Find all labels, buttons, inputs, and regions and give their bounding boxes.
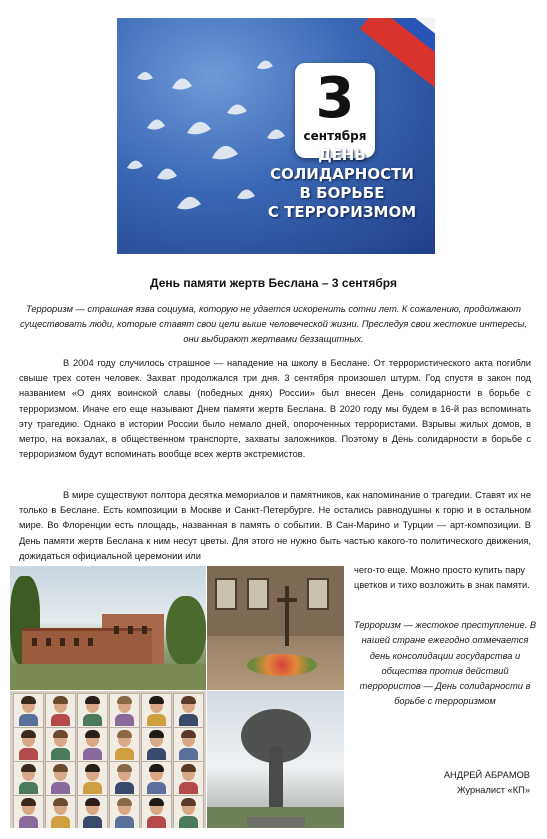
victims-portraits-photo xyxy=(10,691,206,828)
victim-portrait xyxy=(45,693,76,728)
article-title: День памяти жертв Беслана – 3 сентября xyxy=(150,276,397,290)
victim-portrait xyxy=(173,795,204,828)
victim-portrait xyxy=(141,761,172,796)
calendar-date-card xyxy=(295,63,375,158)
author-signature xyxy=(380,768,530,798)
school-building-photo xyxy=(10,566,206,690)
banner-headline xyxy=(257,146,427,222)
closing-quote: Терроризм — жестокое преступление. В нашей стране ежегодно отмечается день консолидации государства и общества против действий террористов — День солидарности в борьбе с терроризмом xyxy=(353,620,537,707)
banner-line-2: СОЛИДАРНОСТИ xyxy=(270,165,414,183)
paragraph-2-continuation: чего-то еще. Можно просто купить пару цветков и тихо возложить в знак памяти. xyxy=(354,565,530,591)
victim-portrait xyxy=(77,727,108,762)
memorial-photo-collage xyxy=(10,566,344,828)
victim-portrait xyxy=(141,693,172,728)
article-intro: Терроризм — страшная язва социума, которую не удается искоренить сотни лет. К сожалению, продолжают существовать люди, которые ставят свои цели выше человеческой жизни. Преследуя свои жестокие интересы, они выбирают жертвами беззащитных. xyxy=(20,304,527,344)
paragraph-2: В мире существуют полтора десятка мемориалов и памятников, как напоминание о трагедии. Ставят их не только в Беслане. Есть композиции в Москве и Санкт-Петербурге. Не остались равнодушны к горю и в остальном мире. Во Флоренции есть площадь, названная в память о событии. В Сан-Марино и Турции — арт-композиции. В День памяти жертв Беслана к ним несут цветы. Для этого не нужно быть частью какого-то политического движения, дожидаться официальной церемонии или xyxy=(19,490,531,561)
victim-portrait xyxy=(109,795,140,828)
banner-line-3: В БОРЬБЕ xyxy=(299,184,385,202)
victim-portrait xyxy=(141,727,172,762)
victim-portrait xyxy=(77,761,108,796)
author-role: Журналист «КП» xyxy=(456,785,530,795)
victim-portrait xyxy=(109,761,140,796)
victim-portrait xyxy=(77,795,108,828)
victim-portrait xyxy=(109,693,140,728)
calendar-day: 3 xyxy=(315,66,355,131)
victim-portrait xyxy=(45,795,76,828)
paragraph-1: В 2004 году случилось страшное — нападение на школу в Беслане. От террористического акта погибли свыше трех сотен человек. Захват продолжался три дня. 3 сентября произошел штурм. Год спустя в закон под названием «О днях воинской славы (победных днях) России» был внесен День солидарности в борьбе с терроризмом. Иначе его еще называют Днем памяти жертв Беслана. В 2020 году мы будем в 16-й раз вспоминать эту трагедию. Однако в истории России было немало дней, опороченных террористами. Взрывы жилых домов, в метро, на вокзалах, в общественном транспорте, захваты заложников. Поэтому в День солидарности в борьбе с терроризмом будут вспоминать вообще всех жертв экстремистов. xyxy=(19,358,531,460)
victim-portrait xyxy=(45,761,76,796)
victim-portrait xyxy=(173,727,204,762)
banner-line-1: ДЕНЬ xyxy=(318,146,366,164)
victim-portrait xyxy=(45,727,76,762)
victim-portrait xyxy=(173,693,204,728)
banner-line-4: С ТЕРРОРИЗМОМ xyxy=(267,203,417,221)
solidarity-day-banner xyxy=(117,18,435,254)
victim-portrait xyxy=(13,795,44,828)
victim-portrait xyxy=(109,727,140,762)
victim-portrait xyxy=(77,693,108,728)
author-name: АНДРЕЙ АБРАМОВ xyxy=(443,770,530,780)
victim-portrait xyxy=(173,761,204,796)
victim-portrait xyxy=(13,761,44,796)
tree-of-grief-monument-photo xyxy=(207,691,344,828)
gym-memorial-photo xyxy=(207,566,344,690)
victim-portrait xyxy=(13,727,44,762)
calendar-month: сентября xyxy=(303,129,367,143)
victim-portrait xyxy=(141,795,172,828)
victim-portrait xyxy=(13,693,44,728)
